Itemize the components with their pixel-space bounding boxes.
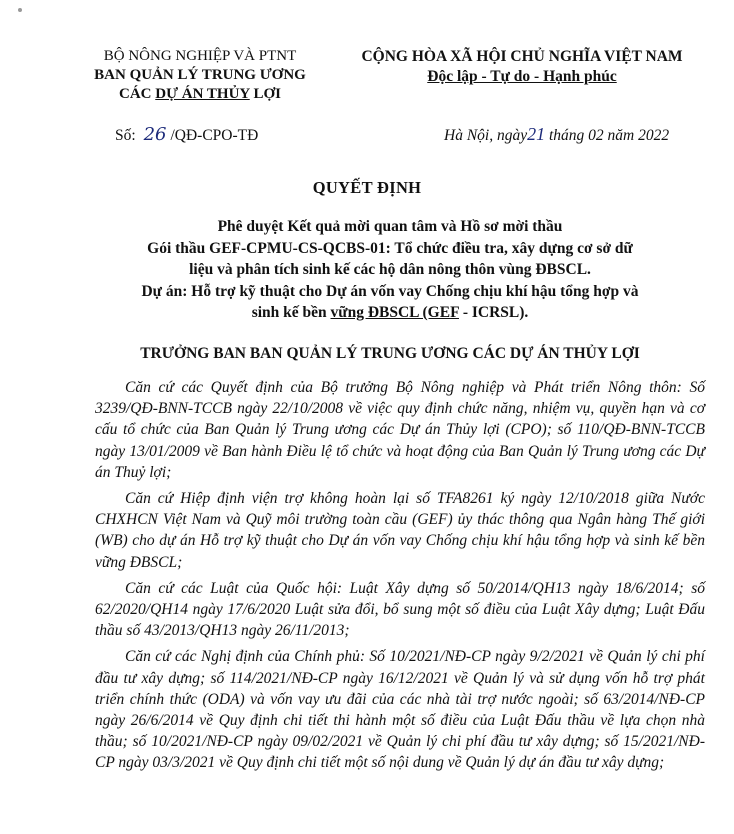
legal-basis-paragraph: Căn cứ các Nghị định của Chính phủ: Số 10/2021/NĐ-CP ngày 9/2/2021 về Quản lý chi phí đầu tư xây dựng; số 114/2021/NĐ-CP ngày 16/12/2021 về Quản lý và sử dụng vốn hỗ trợ phát triển chính thức (ODA) và vốn vay ưu đãi của các nhà tài trợ nước ngoài; số 63/2014/NĐ-CP ngày 26/6/2014 về Quy định chi tiết thi hành một số điều của Luật Đấu thầu về lựa chọn nhà thầu; số 10/2021/NĐ-CP ngày 09/02/2021 về Quản lý chi phí đầu tư xây dựng; số 15/2021/NĐ-CP ngày 03/3/2021 về Quy định chi tiết một số nội dung về Quản lý dự án đầu tư xây dựng;: [95, 648, 705, 772]
subject-line-2: Gói thầu GEF-CPMU-CS-QCBS-01: Tổ chức điều tra, xây dựng cơ sở dữ: [147, 239, 633, 257]
legal-basis-paragraph: Căn cứ các Luật của Quốc hội: Luật Xây dựng số 50/2014/QH13 ngày 18/6/2014; số 62/2020/QH14 ngày 17/6/2020 Luật sửa đổi, bổ sung một số điều của Luật Xây dựng; Luật Đấu thầu số 43/2013/QH13 ngày 26/11/2013;: [95, 579, 705, 640]
date-day-handwritten: 21: [527, 124, 546, 144]
issuing-organization: [80, 47, 320, 104]
board-name-line2: CÁC DỰ ÁN THỦY LỢI: [119, 86, 281, 102]
doc-number-handwritten: 26: [143, 124, 167, 145]
ministry-name: BỘ NÔNG NGHIỆP VÀ PTNT: [103, 48, 297, 64]
document-number: [115, 124, 258, 145]
doc-number-suffix: /QĐ-CPO-TĐ: [170, 127, 259, 144]
legal-basis-paragraph: Căn cứ các Quyết định của Bộ trưởng Bộ Nông nghiệp và Phát triển Nông thôn: Số 3239/QĐ-BNN-TCCB ngày 22/10/2008 về việc quy định chức năng, nhiệm vụ, quyền hạn và cơ cấu tổ chức của Ban Quản lý Trung ương các Dự án Thủy lợi (CPO); số 110/QĐ-BNN-TCCB ngày 13/01/2009 về Ban hành Điều lệ tổ chức và hoạt động của Ban Quản lý Trung ương các Dự án Thuỷ lợi;: [95, 379, 705, 481]
subject-line-1: Phê duyệt Kết quả mời quan tâm và Hồ sơ mời thầu: [217, 218, 563, 235]
date-prefix: Hà Nội, ngày: [444, 127, 528, 144]
nation-name: CỘNG HÒA XÃ HỘI CHỦ NGHĨA VIỆT NAM: [361, 48, 683, 65]
doc-number-label: Số:: [115, 127, 136, 144]
board-name-line1: BAN QUẢN LÝ TRUNG ƯƠNG: [94, 67, 306, 83]
board-name-underlined: DỰ ÁN THỦY: [155, 86, 250, 102]
subject-line-4: Dự án: Hỗ trợ kỹ thuật cho Dự án vốn vay Chống chịu khí hậu tổng hợp và: [141, 282, 639, 300]
subject-underlined: vững ĐBSCL (GEF: [330, 304, 459, 321]
date-suffix: tháng 02 năm 2022: [545, 127, 670, 144]
document-title: QUYẾT ĐỊNH: [312, 178, 422, 197]
authority-title: TRƯỞNG BAN BAN QUẢN LÝ TRUNG ƯƠNG CÁC DỰ ÁN THỦY LỢI: [140, 345, 640, 362]
subject-line-5: sinh kế bền vững ĐBSCL (GEF - ICRSL).: [251, 304, 529, 321]
issue-date: [444, 124, 669, 145]
document-subject: [80, 216, 700, 324]
national-motto: Độc lập - Tự do - Hạnh phúc: [427, 68, 617, 85]
scan-speck: [18, 8, 22, 12]
subject-line-3: liệu và phân tích sinh kế các hộ dân nông thôn vùng ĐBSCL.: [189, 261, 591, 278]
legal-basis-paragraph: Căn cứ Hiệp định viện trợ không hoàn lại số TFA8261 ký ngày 12/10/2018 giữa Nước CHXHCN Việt Nam và Quỹ môi trường toàn cầu (GEF) ủy thác thông qua Ngân hàng Thế giới (WB) cho dự án Hỗ trợ kỹ thuật cho Dự án vốn vay Chống chịu khí hậu tổng hợp và sinh kế bền vững ĐBSCL;: [95, 490, 705, 571]
national-header: [330, 47, 714, 87]
document-body: [95, 377, 705, 779]
